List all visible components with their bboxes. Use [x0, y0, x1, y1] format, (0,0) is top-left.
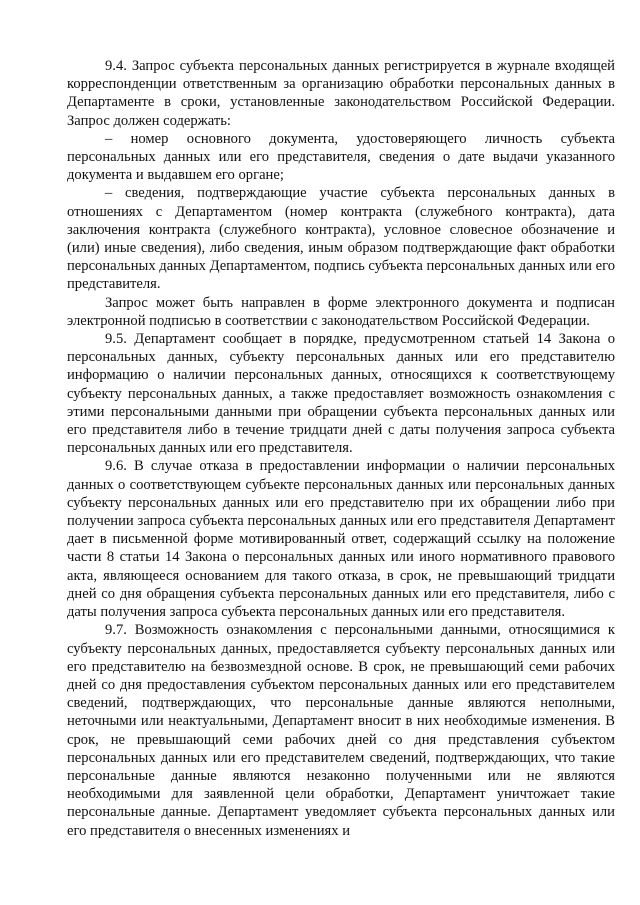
paragraph-9-7: 9.7. Возможность ознакомления с персональными данными, относящимися к субъекту персональных данных, предоставляется субъекту персональных данных или его представителю на безвозмездной основе. В срок, не превышающий семи рабочих дней со дня предоставления субъектом персональных данных или его представителем сведений, подтверждающих, что персональные данные являются неполными, неточными или неактуальными, Департамент вносит в них необходимые изменения. В срок, не превышающий семи рабочих дней со дня представления субъектом персональных данных или его представителем сведений, подтверждающих, что такие персональные данные являются незаконно полученными или не являются необходимыми для заявленной цели обработки, Департамент уничтожает такие персональные данные. Департамент уведомляет субъекта персональных данных или его представителя о внесенных изменениях и [67, 622, 615, 839]
list-item-document-number: – номер основного документа, удостоверяющего личность субъекта персональных данных или его представителя, сведения о дате выдачи указанного документа и выдавшем его органе; [67, 130, 615, 184]
document-page [67, 57, 615, 840]
list-item-participation-evidence: – сведения, подтверждающие участие субъекта персональных данных в отношениях с Департаментом (номер контракта (служебного контракта), дата заключения контракта (служебного контракта), условное словесное обозначение и (или) иные сведения), либо сведения, иным образом подтверждающие факт обработки персональных данных Департаментом, подпись субъекта персональных данных или его представителя. [67, 185, 615, 293]
paragraph-electronic-request: Запрос может быть направлен в форме электронного документа и подписан электронной подписью в соответствии с законодательством Российской Федерации. [67, 294, 615, 329]
paragraph-9-6: 9.6. В случае отказа в предоставлении информации о наличии персональных данных о соответствующем субъекте персональных данных или персональных данных субъекту персональных данных или его представителю при их обращении либо при получении запроса субъекта персональных данных или его представителя Департамент дает в письменной форме мотивированный ответ, содержащий ссылку на положение части 8 статьи 14 Закона о персональных данных или иного нормативного правового акта, являющееся основанием для такого отказа, в срок, не превышающий тридцати дней со дня обращения субъекта персональных данных или его представителя, либо с даты получения запроса субъекта персональных данных или его представителя. [67, 458, 615, 621]
paragraph-9-5: 9.5. Департамент сообщает в порядке, предусмотренном статьей 14 Закона о персональных данных, субъекту персональных данных или его представителю информацию о наличии персональных данных, относящихся к соответствующему субъекту персональных данных, а также предоставляет возможность ознакомления с этими персональными данными при обращении субъекта персональных данных или его представителя либо в течение тридцати дней с даты получения запроса субъекта персональных данных или его представителя. [67, 331, 615, 457]
paragraph-9-4: 9.4. Запрос субъекта персональных данных регистрируется в журнале входящей корреспонденции ответственным за организацию обработки персональных данных в Департаменте в сроки, установленные законодательством Российской Федерации. Запрос должен содержать: [67, 58, 615, 129]
